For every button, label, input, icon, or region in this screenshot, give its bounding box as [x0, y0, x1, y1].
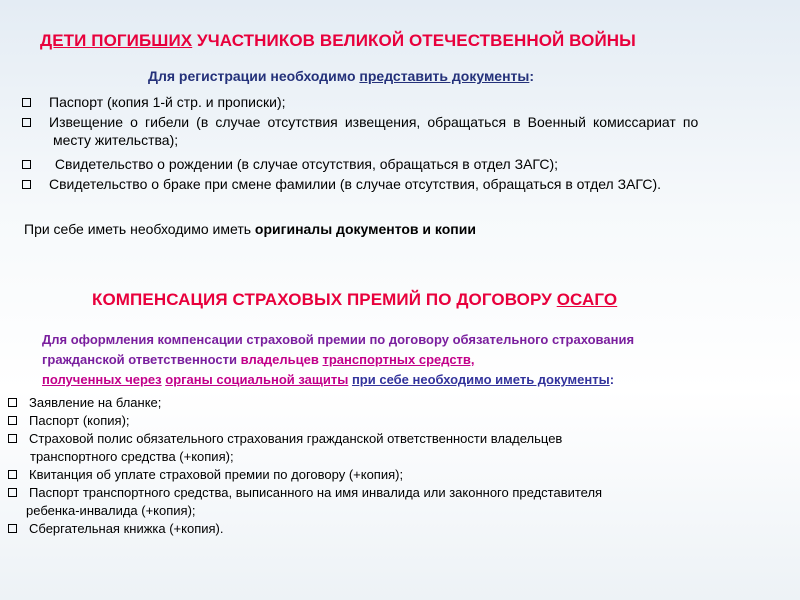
list-item: Заявление на бланке;: [8, 394, 161, 411]
checkbox-bullet-icon: [22, 180, 31, 189]
checkbox-bullet-icon: [22, 118, 31, 127]
list-item-continuation: транспортного средства (+копия);: [30, 449, 234, 464]
list-item: Квитанция об уплате страховой премии по договору (+копия);: [8, 466, 403, 483]
section1-note: При себе иметь необходимо иметь оригиналы документов и копии: [24, 221, 476, 237]
checkbox-bullet-icon: [22, 160, 31, 169]
section2-intro-line3: полученных через органы социальной защиты при себе необходимо иметь документы:: [42, 372, 615, 387]
list-item: Извещение о гибели (в случае отсутствия извещения, обращаться в Военный комиссариат по: [22, 113, 764, 131]
section1-title: ДЕТИ ПОГИБШИХ УЧАСТНИКОВ ВЕЛИКОЙ ОТЕЧЕСТВЕННОЙ ВОЙНЫ: [40, 31, 636, 50]
list-item: Свидетельство о рождении (в случае отсутствия, обращаться в отдел ЗАГС);: [22, 155, 558, 173]
checkbox-bullet-icon: [8, 488, 17, 497]
section2-intro-line1: Для оформления компенсации страховой премии по договору обязательного страхования: [42, 332, 635, 347]
list-item: Паспорт транспортного средства, выписанного на имя инвалида или законного представителя: [8, 484, 602, 501]
list-item: Паспорт (копия 1-й стр. и прописки);: [22, 93, 286, 111]
list-item: Свидетельство о браке при смене фамилии (в случае отсутствия, обращаться в отдел ЗАГС).: [22, 175, 661, 193]
checkbox-bullet-icon: [8, 434, 17, 443]
list-item: Страховой полис обязательного страхования гражданской ответственности владельцев: [8, 430, 562, 447]
list-item: Паспорт (копия);: [8, 412, 130, 429]
checkbox-bullet-icon: [8, 524, 17, 533]
section1-intro: Для регистрации необходимо представить документы:: [148, 68, 535, 84]
section2-title: КОМПЕНСАЦИЯ СТРАХОВЫХ ПРЕМИЙ ПО ДОГОВОРУ ОСАГО: [92, 290, 618, 309]
checkbox-bullet-icon: [8, 398, 17, 407]
checkbox-bullet-icon: [22, 98, 31, 107]
section2-intro-line2: гражданской ответственности владельцев транспортных средств,: [42, 352, 475, 367]
list-item: Сбергательная книжка (+копия).: [8, 520, 223, 537]
list-item-continuation: месту жительства);: [53, 132, 179, 148]
checkbox-bullet-icon: [8, 470, 17, 479]
list-item-continuation: ребенка-инвалида (+копия);: [26, 503, 196, 518]
checkbox-bullet-icon: [8, 416, 17, 425]
